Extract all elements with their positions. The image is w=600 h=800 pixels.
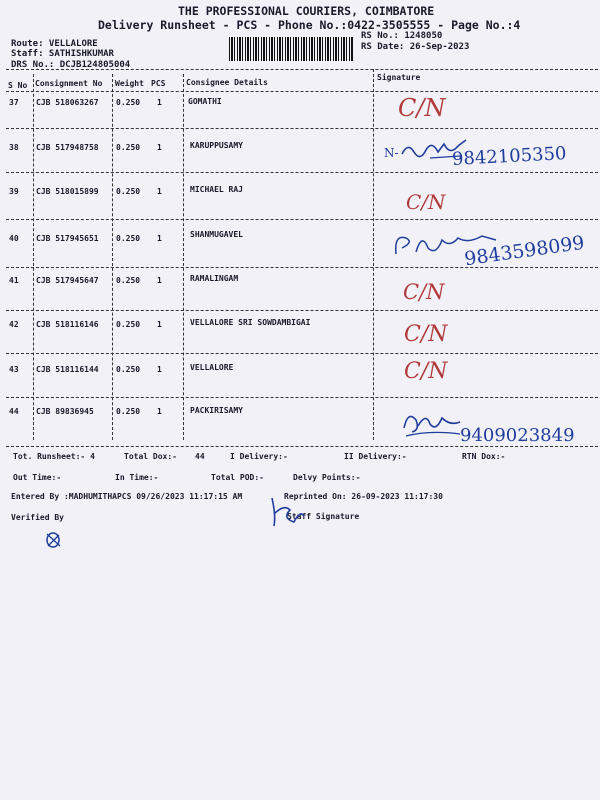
barcode — [229, 37, 353, 61]
total-pod: Total POD:- — [211, 473, 264, 482]
row-consignment: CJB 517945651 — [36, 234, 99, 243]
handwritten-cn: C/N — [404, 359, 448, 384]
row-sno: 41 — [9, 276, 19, 285]
handwritten-prefix: N- — [384, 146, 399, 160]
row-divider — [6, 219, 598, 220]
handwritten-cn: C/N — [403, 280, 445, 304]
row-pcs: 1 — [157, 276, 162, 285]
row-consignment: CJB 89836945 — [36, 407, 94, 416]
row-consignment: CJB 517945647 — [36, 276, 99, 285]
delvy-points: Delvy Points:- — [293, 473, 361, 482]
col-header-sno: S No — [8, 81, 28, 90]
handwritten-cn: C/N — [398, 94, 446, 122]
row-sno: 43 — [9, 365, 19, 374]
row-divider — [6, 397, 598, 398]
company-name: THE PROFESSIONAL COURIERS, COIMBATORE — [178, 4, 435, 18]
row-weight: 0.250 — [116, 407, 141, 416]
row-sno: 38 — [9, 143, 19, 152]
row-pcs: 1 — [157, 143, 162, 152]
handwritten-cn: C/N — [404, 322, 448, 347]
row-consignee: MICHAEL RAJ — [190, 185, 243, 194]
row-pcs: 1 — [157, 407, 162, 416]
row-consignment: CJB 518063267 — [36, 98, 99, 107]
total-dox-value: 44 — [195, 452, 205, 461]
row-weight: 0.250 — [116, 187, 141, 196]
row-weight: 0.250 — [116, 276, 141, 285]
staff-signature-label: Staff Signature — [287, 512, 360, 521]
i-delivery: I Delivery:- — [230, 452, 288, 461]
handwritten-phone: 9843598099 — [463, 231, 586, 271]
col-header-signature: Signature — [377, 73, 421, 82]
row-pcs: 1 — [157, 98, 162, 107]
rtn-dox: RTN Dox:- — [462, 452, 506, 461]
entered-by: Entered By :MADHUMITHAPCS 09/26/2023 11:17:15 AM — [11, 492, 243, 501]
row-consignee: GOMATHI — [188, 97, 222, 106]
row-divider — [6, 128, 598, 129]
table-top-border — [6, 69, 598, 70]
row-consignee: KARUPPUSAMY — [190, 141, 243, 150]
ii-delivery: II Delivery:- — [344, 452, 407, 461]
tot-runsheet: Tot. Runsheet:- 4 — [13, 452, 95, 461]
route-label: Route: VELLALORE — [11, 39, 98, 49]
total-dox-label: Total Dox:- — [124, 452, 177, 461]
reprinted-on: Reprinted On: 26-09-2023 11:17:30 — [284, 492, 443, 501]
header-bottom-border — [6, 91, 598, 92]
col-header-consignee: Consignee Details — [186, 78, 268, 87]
row-consignee: RAMALINGAM — [190, 274, 239, 283]
row-consignment: CJB 518116144 — [36, 365, 99, 374]
row-pcs: 1 — [157, 320, 162, 329]
col-header-weight: Weight — [115, 79, 144, 88]
row-consignee: SHANMUGAVEL — [190, 230, 243, 239]
col-header-consignment: Consignment No — [35, 79, 103, 88]
row-weight: 0.250 — [116, 234, 141, 243]
in-time: In Time:- — [115, 473, 159, 482]
row-sno: 40 — [9, 234, 19, 243]
row-pcs: 1 — [157, 234, 162, 243]
row-consignment: CJB 518015899 — [36, 187, 99, 196]
out-time: Out Time:- — [13, 473, 62, 482]
staff-signature — [268, 496, 308, 532]
col-divider — [373, 69, 374, 440]
row-weight: 0.250 — [116, 143, 141, 152]
row-consignment: CJB 518116146 — [36, 320, 99, 329]
row-divider — [6, 172, 598, 173]
verified-by: Verified By — [11, 513, 64, 522]
row-pcs: 1 — [157, 365, 162, 374]
row-sno: 39 — [9, 187, 19, 196]
handwritten-phone: 9409023849 — [460, 425, 575, 446]
rs-number: RS No.: 1248050 — [361, 31, 443, 41]
row-sno: 42 — [9, 320, 19, 329]
row-sno: 37 — [9, 98, 19, 107]
row-consignment: CJB 517948758 — [36, 143, 99, 152]
handwritten-signature — [400, 406, 464, 440]
row-divider — [6, 310, 598, 311]
row-pcs: 1 — [157, 187, 162, 196]
handwritten-cn: C/N — [406, 190, 446, 214]
row-divider — [6, 353, 598, 354]
row-weight: 0.250 — [116, 98, 141, 107]
handwritten-phone: 9842105350 — [451, 143, 568, 170]
row-consignee: PACKIRISAMY — [190, 406, 243, 415]
row-divider — [6, 267, 598, 268]
verified-signature — [44, 530, 64, 550]
row-weight: 0.250 — [116, 320, 141, 329]
staff-label: Staff: SATHISHKUMAR — [11, 49, 114, 59]
drs-number: DRS No.: DCJB124805004 — [11, 60, 131, 70]
page-title: Delivery Runsheet - PCS - Phone No.:0422-3505555 - Page No.:4 — [98, 18, 521, 32]
totals-top-border — [6, 446, 598, 447]
row-consignee: VELLALORE — [190, 363, 234, 372]
row-consignee: VELLALORE SRI SOWDAMBIGAI — [190, 318, 311, 327]
row-sno: 44 — [9, 407, 19, 416]
col-header-pcs: PCS — [151, 79, 166, 88]
row-weight: 0.250 — [116, 365, 141, 374]
rs-date: RS Date: 26-Sep-2023 — [361, 42, 470, 52]
